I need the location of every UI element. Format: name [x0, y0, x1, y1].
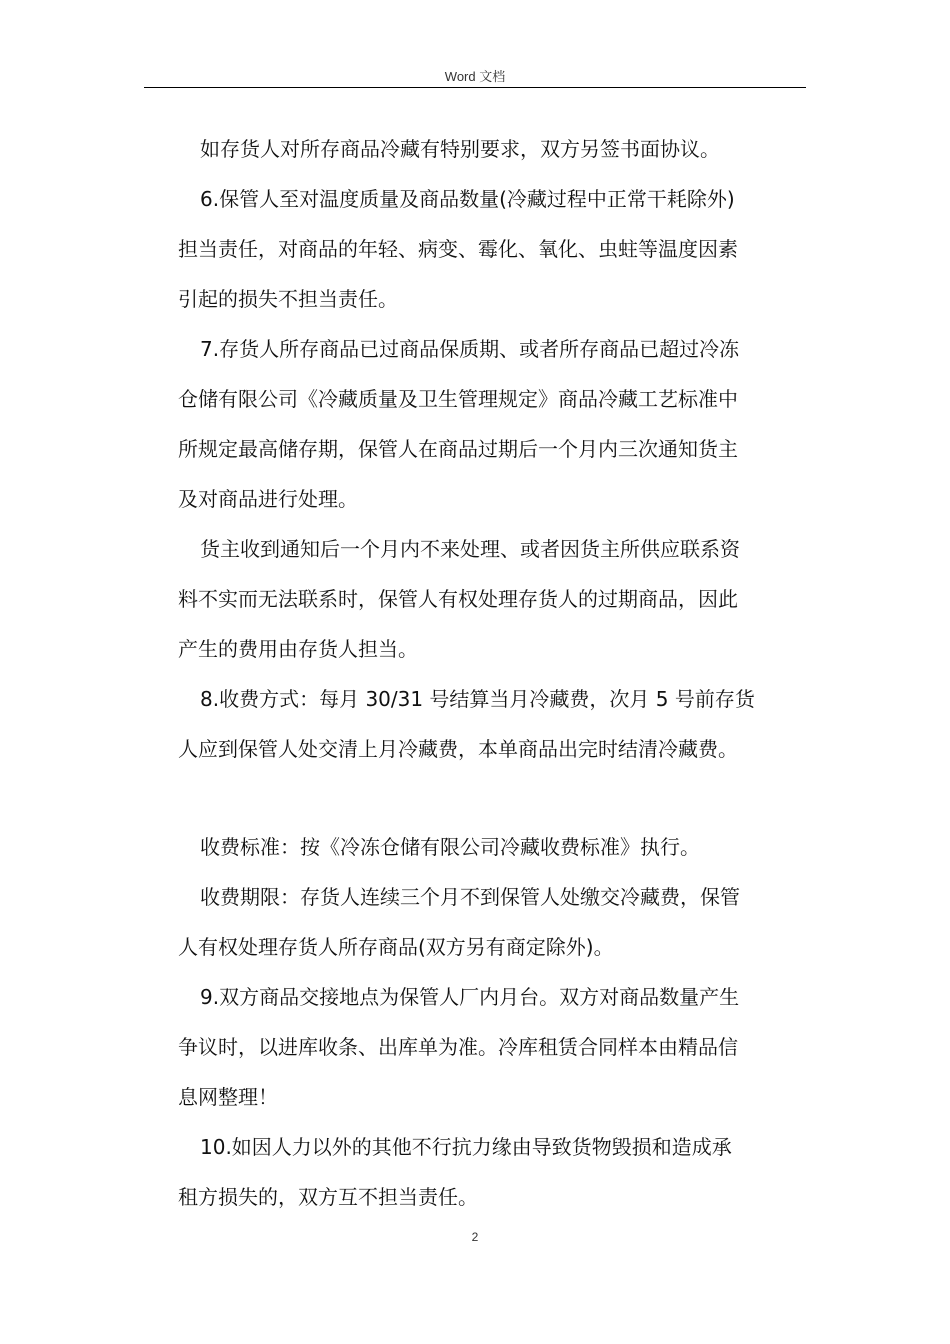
body-line: 10.如因人力以外的其他不行抗力缘由导致货物毁损和造成承 — [200, 1135, 732, 1159]
body-line: 人有权处理存货人所存商品(双方另有商定除外)。 — [178, 935, 614, 959]
body-line: 产生的费用由存货人担当。 — [178, 637, 418, 661]
body-line: 收费期限：存货人连续三个月不到保管人处缴交冷藏费，保管 — [200, 885, 740, 909]
page-number: 2 — [471, 1230, 479, 1244]
body-line: 息网整理！ — [178, 1085, 278, 1109]
body-line: 担当责任，对商品的年轻、病变、霉化、氧化、虫蛀等温度因素 — [178, 237, 738, 261]
body-line: 7.存货人所存商品已过商品保质期、或者所存商品已超过冷冻 — [200, 337, 740, 361]
body-line: 引起的损失不担当责任。 — [178, 287, 398, 311]
page-header: Word 文档 — [444, 69, 506, 84]
body-line: 9.双方商品交接地点为保管人厂内月台。双方对商品数量产生 — [200, 985, 740, 1009]
body-line: 收费标准：按《冷冻仓储有限公司冷藏收费标准》执行。 — [200, 835, 700, 859]
body-line: 争议时，以进库收条、出库单为准。冷库租赁合同样本由精品信 — [178, 1035, 738, 1059]
body-line: 货主收到通知后一个月内不来处理、或者因货主所供应联系资 — [200, 537, 740, 561]
body-line: 租方损失的，双方互不担当责任。 — [178, 1185, 478, 1209]
body-line: 料不实而无法联系时，保管人有权处理存货人的过期商品，因此 — [178, 587, 738, 611]
body-line: 所规定最高储存期，保管人在商品过期后一个月内三次通知货主 — [178, 437, 738, 461]
body-line: 如存货人对所存商品冷藏有特别要求，双方另签书面协议。 — [200, 137, 720, 161]
body-line: 及对商品进行处理。 — [178, 487, 358, 511]
header-divider — [144, 87, 806, 88]
body-line: 6.保管人至对温度质量及商品数量(冷藏过程中正常干耗除外) — [200, 187, 735, 211]
body-line: 人应到保管人处交清上月冷藏费，本单商品出完时结清冷藏费。 — [178, 737, 738, 761]
body-line: 仓储有限公司《冷藏质量及卫生管理规定》商品冷藏工艺标准中 — [178, 387, 738, 411]
body-line: 8.收费方式：每月 30/31 号结算当月冷藏费，次月 5 号前存货 — [200, 687, 755, 711]
